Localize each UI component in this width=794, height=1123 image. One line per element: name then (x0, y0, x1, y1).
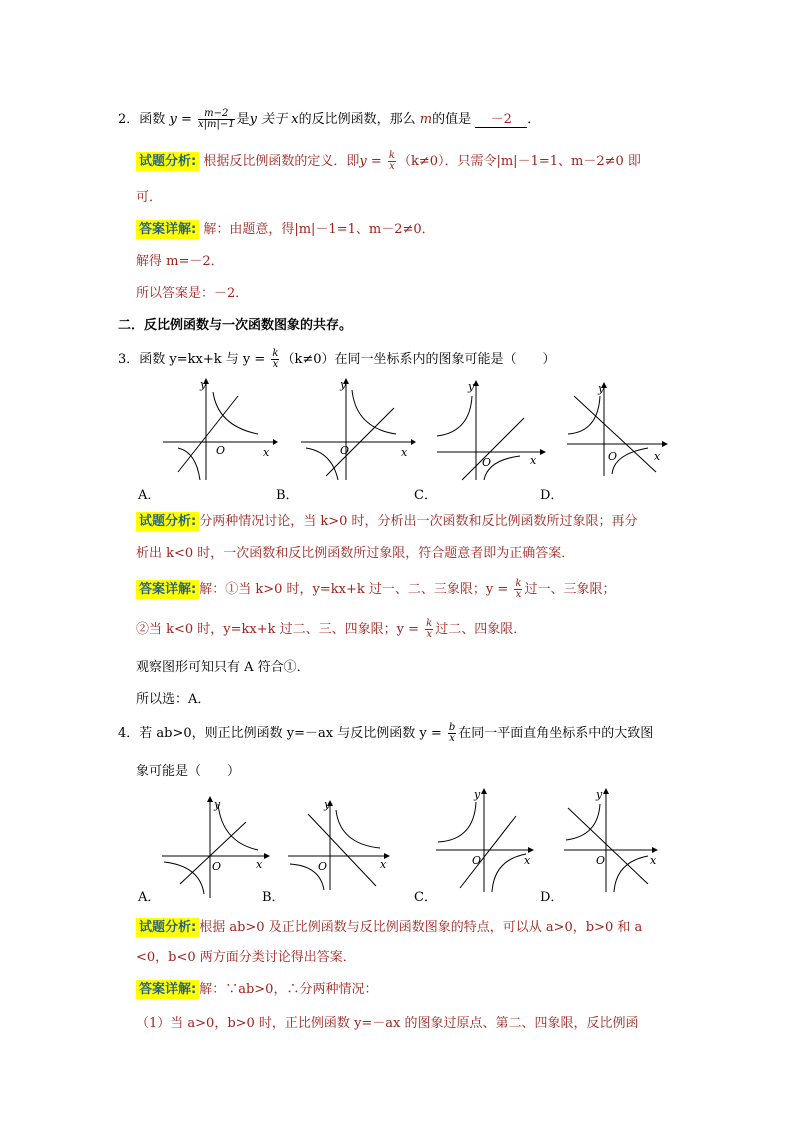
origin-label: O (608, 450, 618, 463)
analysis-tag: 试题分析: (136, 918, 199, 937)
q3-option-b: B． (276, 488, 299, 503)
q4-detail: 答案详解: 解：∵ab>0，∴分两种情况： (136, 978, 377, 997)
origin-label: O (596, 854, 606, 867)
q4-graph-b (286, 794, 398, 898)
detail-tag: 答案详解: (136, 220, 199, 239)
q3-detail: 答案详解: 解：①当 k>0 时，y=kx+k 过一、二、三象限；y = $\frac{k}{x}$ 过一、三象限； (136, 578, 615, 601)
q3-analysis: 试题分析: 分两种情况讨论，当 k>0 时，分析出一次函数和反比例函数所过象限；再分 (136, 510, 638, 529)
q2-detail: 答案详解: 解：由题意，得|m|－1=1、m－2≠0． (136, 218, 435, 237)
q4-stem: 4．若 ab>0，则正比例函数 y=－ax 与反比例函数 y = $\frac{b}{x}$ 在同一平面直角坐标系中的大致图 (118, 721, 654, 744)
y-label: y (214, 798, 221, 811)
q3-graph-c (432, 376, 552, 482)
q4-analysis-cont: <0，b<0 两方面分类讨论得出答案． (136, 950, 356, 965)
x-label: x (256, 858, 263, 871)
q3-option-a: A． (138, 488, 161, 503)
origin-label: O (216, 444, 226, 457)
q4-graph-c (434, 784, 546, 896)
detail-tag: 答案详解: (136, 980, 199, 999)
q3-graph-b (296, 376, 416, 482)
q4-option-d: D． (540, 890, 564, 905)
x-label: x (654, 450, 661, 463)
q3-graph-a (158, 376, 278, 482)
origin-label: O (472, 854, 482, 867)
q2-fraction: $\frac{m-2}{x|m|-1}$ (197, 107, 235, 130)
x-label: x (380, 858, 387, 871)
x-label: x (401, 446, 408, 459)
y-label: y (474, 788, 481, 801)
q3-stem: 3．函数 y=kx+k 与 y = $\frac{k}{x}$ （k≠0）在同一坐标系内的图象可能是（ ） (118, 347, 556, 370)
answer-blank: －2 (475, 108, 527, 128)
q2-analysis: 试题分析: 根据反比例函数的定义．即y = $\frac{k}{x}$ （k≠0）．只需令|m|－1=1、m－2≠0 即 (136, 150, 641, 173)
q4-graph-d (562, 784, 674, 896)
y-label: y (468, 380, 475, 393)
q3-analysis-cont: 析出 k<0 时，一次函数和反比例函数所过象限，符合题意者即为正确答案． (136, 546, 575, 561)
q2-detail-2: 解得 m=－2． (136, 254, 224, 269)
y-label: y (324, 798, 331, 811)
x-label: x (650, 854, 657, 867)
origin-label: O (340, 444, 350, 457)
section-heading: 二．反比例函数与一次函数图象的共存。 (118, 318, 353, 333)
q4-stem-cont: 象可能是（ ） (136, 764, 241, 779)
q4-option-c: C． (414, 890, 437, 905)
detail-tag: 答案详解: (136, 580, 199, 599)
y-label: y (596, 788, 603, 801)
q3-detail-3: 观察图形可知只有 A 符合①． (136, 660, 310, 675)
analysis-tag: 试题分析: (136, 152, 199, 171)
y-label: y (340, 378, 347, 391)
q3-option-d: D． (540, 488, 564, 503)
q3-graph-d (562, 376, 682, 482)
q4-analysis: 试题分析: 根据 ab>0 及正比例函数与反比例函数图象的特点，可以从 a>0，b>0 和 a (136, 916, 642, 935)
analysis-tag: 试题分析: (136, 512, 199, 531)
q2-analysis-cont: 可． (136, 190, 163, 205)
x-label: x (524, 854, 531, 867)
q4-detail-2: （1）当 a>0，b>0 时，正比例函数 y=－ax 的图象过原点、第二、四象限，反比例函 (136, 1016, 639, 1031)
y-label: y (598, 382, 605, 395)
q2-stem: 2．函数 y = $\frac{m-2}{x|m|-1}$ 是y 关于 x的反比例函数，那么 m的值是 －2 ． (118, 107, 541, 130)
q4-option-b: B． (262, 890, 285, 905)
q2-detail-3: 所以答案是：－2． (136, 286, 249, 301)
q4-option-a: A． (138, 890, 161, 905)
y-label: y (200, 378, 207, 391)
q3-detail-4: 所以选：A． (136, 692, 211, 707)
x-label: x (263, 446, 270, 459)
origin-label: O (482, 456, 492, 469)
q3-option-c: C． (414, 488, 437, 503)
q3-detail-2: ②当 k<0 时，y=kx+k 过二、三、四象限；y = $\frac{k}{x}$ 过二、四象限． (136, 617, 527, 640)
origin-label: O (318, 860, 328, 873)
q4-graph-a (160, 794, 272, 898)
origin-label: O (212, 860, 222, 873)
x-label: x (530, 454, 537, 467)
